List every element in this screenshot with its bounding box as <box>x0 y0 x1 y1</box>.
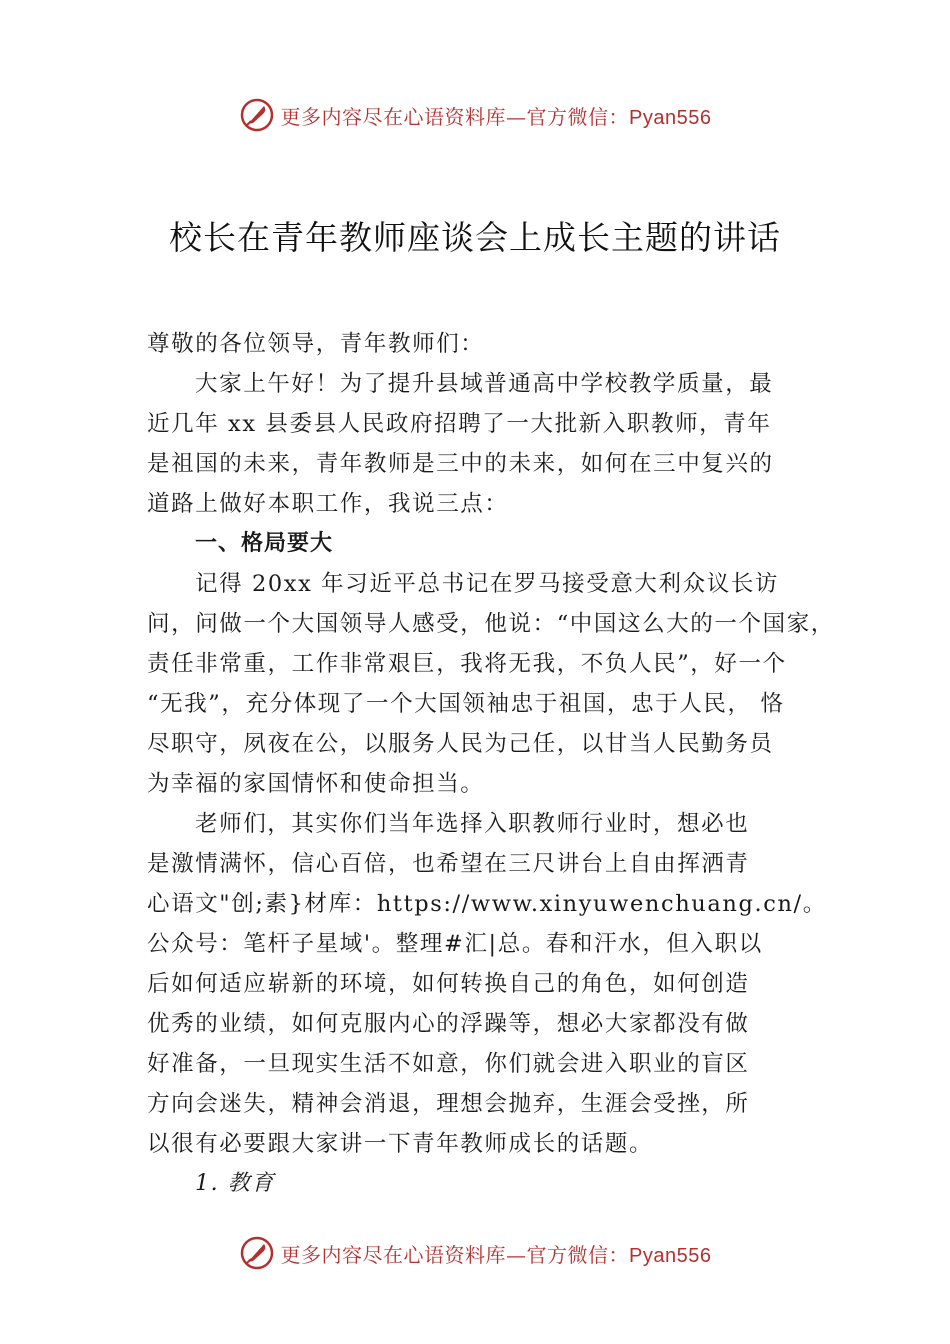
banner-text: 更多内容尽在心语资料库—官方微信：Pyan556 <box>280 104 712 129</box>
banner-text: 更多内容尽在心语资料库—官方微信：Pyan556 <box>280 1242 712 1267</box>
wechat-id: Pyan556 <box>629 1244 712 1267</box>
paragraph-1 <box>147 364 837 524</box>
feather-pen-icon <box>239 1235 275 1271</box>
page-title: 校长在青年教师座谈会上成长主题的讲话 <box>169 218 781 257</box>
text-line: “无我”，充分体现了一个大国领袖忠于祖国，忠于人民， 恪 <box>147 691 785 717</box>
text-line: 责任非常重，工作非常艰巨，我将无我，不负人民”，好一个 <box>147 651 787 677</box>
text-line: 大家上午好！为了提升县域普通高中学校教学质量，最 <box>195 371 774 397</box>
footer-banner <box>0 1233 950 1273</box>
text-line: 方向会迷失，精神会消退，理想会抛弃，生涯会受挫，所 <box>147 1091 750 1117</box>
text-line: 道路上做好本职工作，我说三点： <box>147 491 509 517</box>
text-line: 优秀的业绩，如何克服内心的浮躁等，想必大家都没有做 <box>147 1011 750 1037</box>
header-banner <box>0 95 950 135</box>
wechat-id: Pyan556 <box>629 106 712 129</box>
text-line: 老师们，其实你们当年选择入职教师行业时，想必也 <box>195 811 750 837</box>
text-line: 为幸福的家国情怀和使命担当。 <box>147 771 485 797</box>
text-line: 以很有必要跟大家讲一下青年教师成长的话题。 <box>147 1131 654 1157</box>
text-line: 是祖国的未来，青年教师是三中的未来，如何在三中复兴的 <box>147 451 774 477</box>
text-line: 是激情满怀，信心百倍，也希望在三尺讲台上自由挥洒青 <box>147 851 750 877</box>
feather-pen-icon <box>239 97 275 133</box>
text-line: 公众号：笔杆子星域'。整理#汇|总。春和汗水，但入职以 <box>147 931 763 957</box>
sub-heading: 1. 教育 <box>195 1171 275 1196</box>
text-line: 记得 20xx 年习近平总书记在罗马接受意大利众议长访 <box>195 571 780 597</box>
text-line: 近几年 xx 县委县人民政府招聘了一大批新入职教师，青年 <box>147 411 772 437</box>
text-line: 心语文"创;素}材库：https://www.xinyuwenchuang.cn/。 <box>147 891 827 917</box>
text-line: 后如何适应崭新的环境，如何转换自己的角色，如何创造 <box>147 971 750 997</box>
salutation: 尊敬的各位领导，青年教师们： <box>147 331 485 357</box>
text-line: 问，问做一个大国领导人感受，他说：“中国这么大的一个国家， <box>147 611 835 637</box>
paragraph-2 <box>147 564 837 804</box>
paragraph-3 <box>147 804 837 1164</box>
text-line: 好准备，一旦现实生活不如意，你们就会进入职业的盲区 <box>147 1051 750 1077</box>
text-line: 尽职守，夙夜在公，以服务人民为己任，以甘当人民勤务员 <box>147 731 774 757</box>
section-heading: 一、格局要大 <box>195 531 334 556</box>
document-body <box>147 324 837 1204</box>
